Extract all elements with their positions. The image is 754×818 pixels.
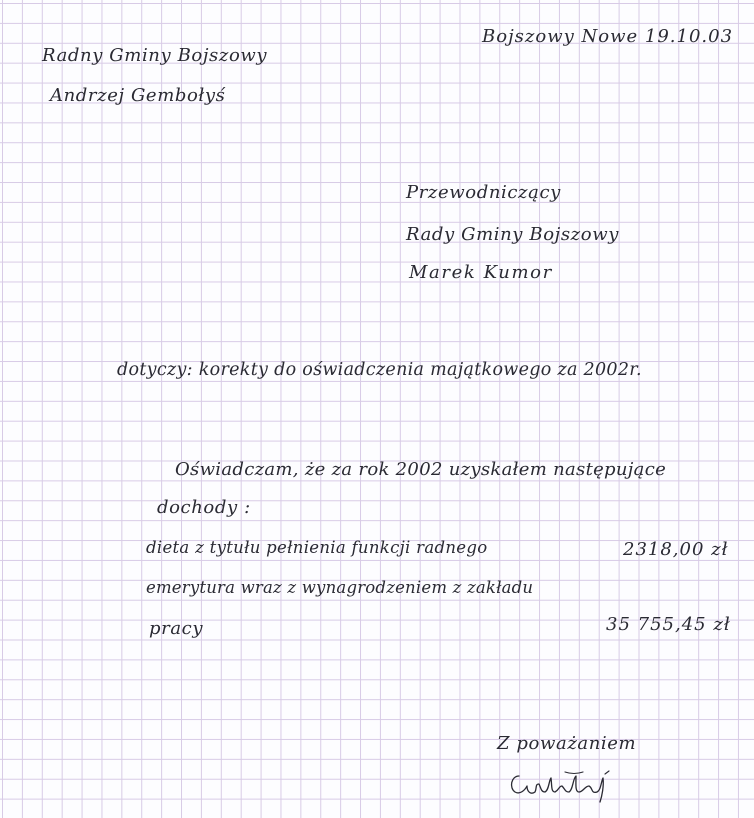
recipient-institution: Rady Gminy Bojszowy [406,224,619,245]
recipient-title: Przewodniczący [406,182,561,203]
recipient-name: Marek Kumor [409,262,553,283]
signature-icon [505,762,623,804]
income-amount-pension: 35 755,45 zł [606,614,731,635]
income-label-pension: emerytura wraz z wynagrodzeniem z zakładu [146,578,534,597]
date-line: Bojszowy Nowe 19.10.03 [482,26,734,47]
income-label-pension-continuation: pracy [149,618,204,639]
income-label-allowance: dieta z tytułu pełnienia funkcji radnego [146,538,488,557]
body-intro: Oświadczam, że za rok 2002 uzyskałem następujące [175,459,667,480]
sender-name: Andrzej Gembołyś [50,85,226,106]
handwritten-signature [505,762,623,804]
subject-line: dotyczy: korekty do oświadczenia majątkowego za 2002r. [117,360,642,380]
closing-phrase: Z poważaniem [497,733,637,754]
income-amount-allowance: 2318,00 zł [623,539,729,560]
body-intro-continuation: dochody : [157,497,251,518]
sender-title: Radny Gminy Bojszowy [42,45,268,66]
